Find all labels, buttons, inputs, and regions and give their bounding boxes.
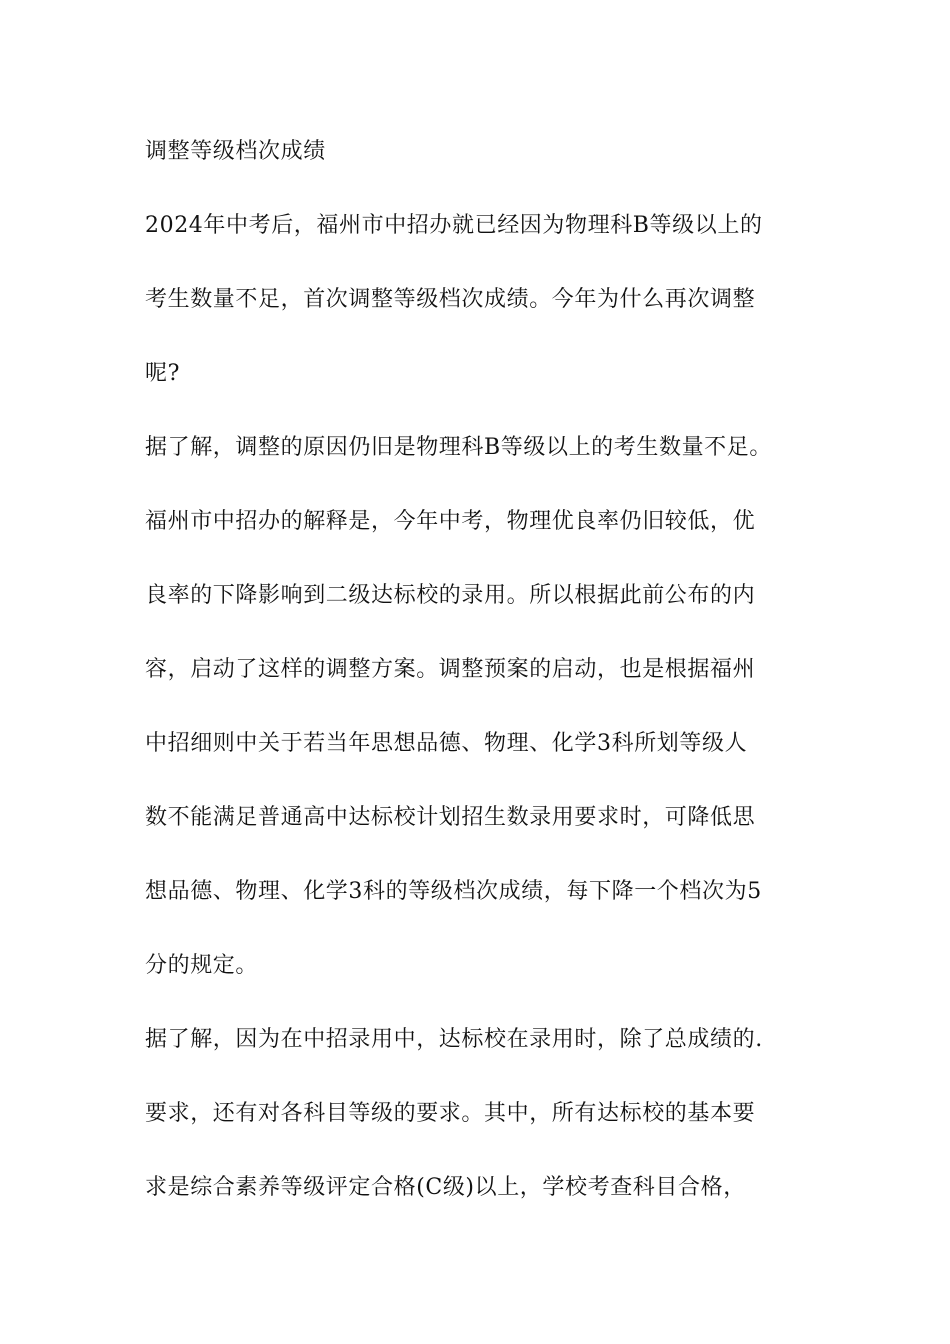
document-body (145, 126, 825, 1214)
paragraph-line: 分的规定。 (145, 953, 259, 978)
paragraph-line: 2024年中考后，福州市中招办就已经因为物理科B等级以上的 (145, 213, 763, 238)
paragraph-3 (145, 496, 825, 992)
paragraph-line: 据了解，因为在中招录用中，达标校在录用时，除了总成绩的. (145, 1027, 763, 1052)
paragraph-line: 中招细则中关于若当年思想品德、物理、化学3科所划等级人 (145, 731, 748, 756)
paragraph-line: 数不能满足普通高中达标校计划招生数录用要求时，可降低思 (145, 805, 756, 830)
paragraph-line: 求是综合素养等级评定合格(C级)以上，学校考查科目合格， (145, 1175, 746, 1200)
paragraph-line: 容，启动了这样的调整方案。调整预案的启动，也是根据福州 (145, 657, 756, 682)
paragraph-line: 福州市中招办的解释是，今年中考，物理优良率仍旧较低，优 (145, 509, 756, 534)
paragraph-line: 据了解，调整的原因仍旧是物理科B等级以上的考生数量不足。 (145, 435, 772, 460)
paragraph-line: 呢? (145, 361, 180, 386)
document-title: 调整等级档次成绩 (145, 139, 326, 164)
paragraph-2 (145, 422, 825, 474)
paragraph-1 (145, 200, 825, 400)
paragraph-line: 要求，还有对各科目等级的要求。其中，所有达标校的基本要 (145, 1101, 756, 1126)
paragraph-line: 考生数量不足，首次调整等级档次成绩。今年为什么再次调整 (145, 287, 756, 312)
paragraph-4 (145, 1014, 825, 1214)
paragraph-line: 良率的下降影响到二级达标校的录用。所以根据此前公布的内 (145, 583, 756, 608)
paragraph-line: 想品德、物理、化学3科的等级档次成绩，每下降一个档次为5 (145, 879, 762, 904)
